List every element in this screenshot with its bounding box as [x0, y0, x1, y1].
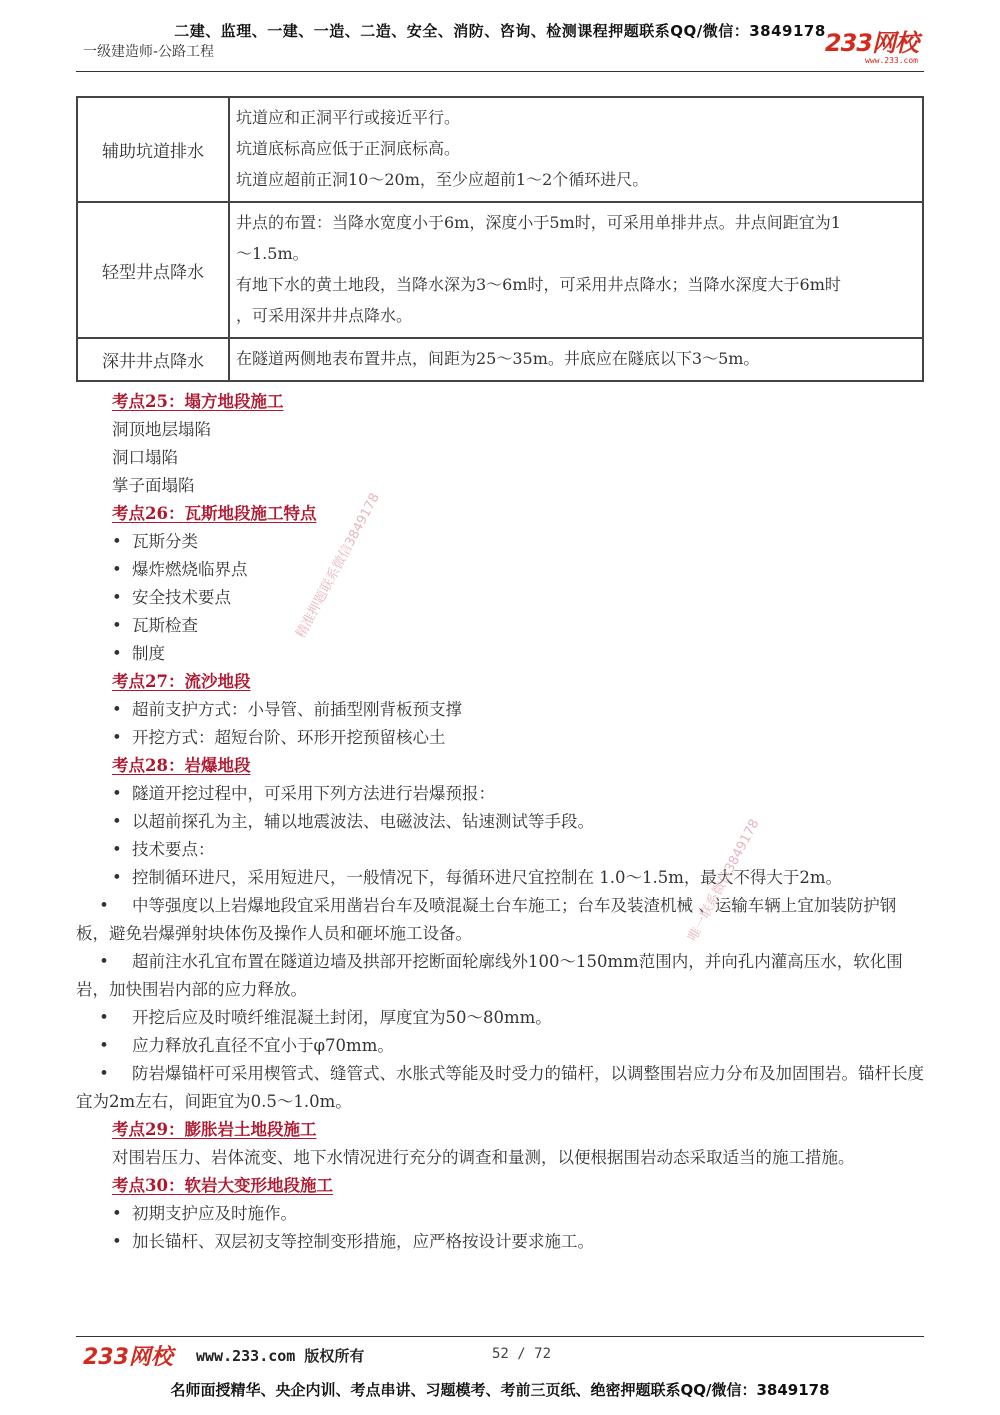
- list-item: • 技术要点：: [112, 836, 924, 864]
- method-name: 辅助坑道排水: [77, 97, 229, 202]
- description-line: 坑道底标高应低于正洞底标高。: [236, 139, 461, 158]
- list-item: • 控制循环进尺，采用短进尺，一般情况下，每循环进尺宜控制在 1.0～1.5m，最大不得大于2m。: [112, 864, 924, 892]
- paragraph: [76, 1144, 924, 1172]
- text-line: 洞顶地层塌陷: [112, 420, 211, 439]
- list-item: • 隧道开挖过程中，可采用下列方法进行岩爆预报：: [112, 780, 924, 808]
- list-item: • 初期支护应及时施作。: [112, 1200, 924, 1228]
- section-heading-26: 考点26：瓦斯地段施工特点: [112, 504, 317, 523]
- bullet-paragraph: • 开挖后应及时喷纤维混凝土封闭，厚度宜为50～80mm。: [99, 1008, 552, 1027]
- page-number: 52 / 72: [492, 1346, 552, 1362]
- text-line: 洞口塌陷: [112, 448, 178, 467]
- footer-banner: 名师面授精华、央企内训、考点串讲、习题模考、考前三页纸、绝密押题联系QQ/微信：3849178: [170, 1381, 830, 1399]
- description-line: ，可采用深井井点降水。: [236, 306, 413, 325]
- section-heading-30: 考点30：软岩大变形地段施工: [112, 1176, 333, 1195]
- bullet-paragraph: • 中等强度以上岩爆地段宜采用凿岩台车及喷混凝土台车施工；台车及装渣机械 、运输车辆上宜加装防护钢板，避免岩爆弹射块体伤及操作人员和砸坏施工设备。: [76, 896, 897, 943]
- table-row: [77, 338, 923, 381]
- table-row: [77, 202, 923, 338]
- list-item: • 爆炸燃烧临界点: [112, 556, 924, 584]
- drainage-methods-table: [76, 96, 924, 382]
- header-divider: [76, 71, 924, 72]
- list-item: • 制度: [112, 640, 924, 668]
- text-line: 掌子面塌陷: [112, 476, 195, 495]
- description-line: ～1.5m。: [236, 244, 309, 263]
- list-item: • 瓦斯检查: [112, 612, 924, 640]
- description-line: 有地下水的黄土地段，当降水深为3～6m时，可采用井点降水；当降水深度大于6m时: [236, 275, 841, 294]
- footer-logo: 233网校: [83, 1345, 173, 1370]
- logo-text: 233网校: [824, 29, 918, 57]
- description-line: 井点的布置：当降水宽度小于6m，深度小于5m时，可采用单排井点。井点间距宜为1: [236, 213, 841, 232]
- paragraph-text: 应力释放孔直径不宜小于φ70mm。: [132, 1036, 394, 1055]
- method-description: [229, 202, 923, 338]
- method-description: [229, 338, 923, 381]
- paragraph-text: 超前注水孔宜布置在隧道边墙及拱部开挖断面轮廓线外100～150mm范围内，并向孔内灌高压水，软化围岩，加快围岩内部的应力释放。: [76, 952, 903, 999]
- section-heading-25: 考点25：塌方地段施工: [112, 392, 284, 411]
- list-item: • 加长锚杆、双层初支等控制变形措施，应严格按设计要求施工。: [112, 1228, 924, 1256]
- method-name: 轻型井点降水: [77, 202, 229, 338]
- main-content: [76, 388, 924, 1256]
- description-line: 坑道应和正洞平行或接近平行。: [236, 108, 461, 127]
- bullet-paragraph: • 超前注水孔宜布置在隧道边墙及拱部开挖断面轮廓线外100～150mm范围内，并向孔内灌高压水，软化围岩，加快围岩内部的应力释放。: [76, 952, 903, 999]
- paragraph-text: 防岩爆锚杆可采用楔管式、缝管式、水胀式等能及时受力的锚杆，以调整围岩应力分布及加固围岩。锚杆长度宜为2m左右，间距宜为0.5～1.0m。: [76, 1064, 924, 1111]
- section-heading-29: 考点29：膨胀岩土地段施工: [112, 1120, 317, 1139]
- bullet-paragraph: • 应力释放孔直径不宜小于φ70mm。: [99, 1036, 394, 1055]
- list-item: • 超前支护方式：小导管、前插型刚背板预支撑: [112, 696, 924, 724]
- document-subtitle: 一级建造师-公路工程: [83, 44, 215, 60]
- footer-divider: [76, 1336, 924, 1337]
- watermark: 精准押题联系微信3849178: [293, 490, 383, 641]
- list-item: • 开挖方式：超短台阶、环形开挖预留核心土: [112, 724, 924, 752]
- description-line: 在隧道两侧地表布置井点，间距为25～35m。井底应在隧底以下3～5m。: [236, 349, 760, 368]
- list-item: • 以超前探孔为主，辅以地震波法、电磁波法、钻速测试等手段。: [112, 808, 924, 836]
- bullet-paragraph: • 防岩爆锚杆可采用楔管式、缝管式、水胀式等能及时受力的锚杆，以调整围岩应力分布及加固围岩。锚杆长度宜为2m左右，间距宜为0.5～1.0m。: [76, 1064, 924, 1111]
- brand-logo: [825, 30, 918, 65]
- logo-url: www.233.com: [865, 56, 918, 65]
- method-name: 深井井点降水: [77, 338, 229, 381]
- list-item: • 安全技术要点: [112, 584, 924, 612]
- watermark: 唯一联系微信3849178: [685, 816, 763, 944]
- section-heading-28: 考点28：岩爆地段: [112, 756, 251, 775]
- copyright-notice: www.233.com 版权所有: [196, 1347, 365, 1365]
- section-heading-27: 考点27：流沙地段: [112, 672, 251, 691]
- list-item: • 瓦斯分类: [112, 528, 924, 556]
- table-row: [77, 97, 923, 202]
- paragraph-text: 对围岩压力、岩体流变、地下水情况进行充分的调查和量测，以便根据围岩动态采取适当的施工措施。: [112, 1148, 855, 1167]
- paragraph-text: 中等强度以上岩爆地段宜采用凿岩台车及喷混凝土台车施工；台车及装渣机械 、运输车辆上宜加装防护钢板，避免岩爆弹射块体伤及操作人员和砸坏施工设备。: [76, 896, 897, 943]
- method-description: [229, 97, 923, 202]
- description-line: 坑道应超前正洞10～20m，至少应超前1～2个循环进尺。: [236, 170, 649, 189]
- paragraph-text: 开挖后应及时喷纤维混凝土封闭，厚度宜为50～80mm。: [132, 1008, 552, 1027]
- top-banner: 二建、监理、一建、一造、二造、安全、消防、咨询、检测课程押题联系QQ/微信：3849178: [174, 22, 826, 40]
